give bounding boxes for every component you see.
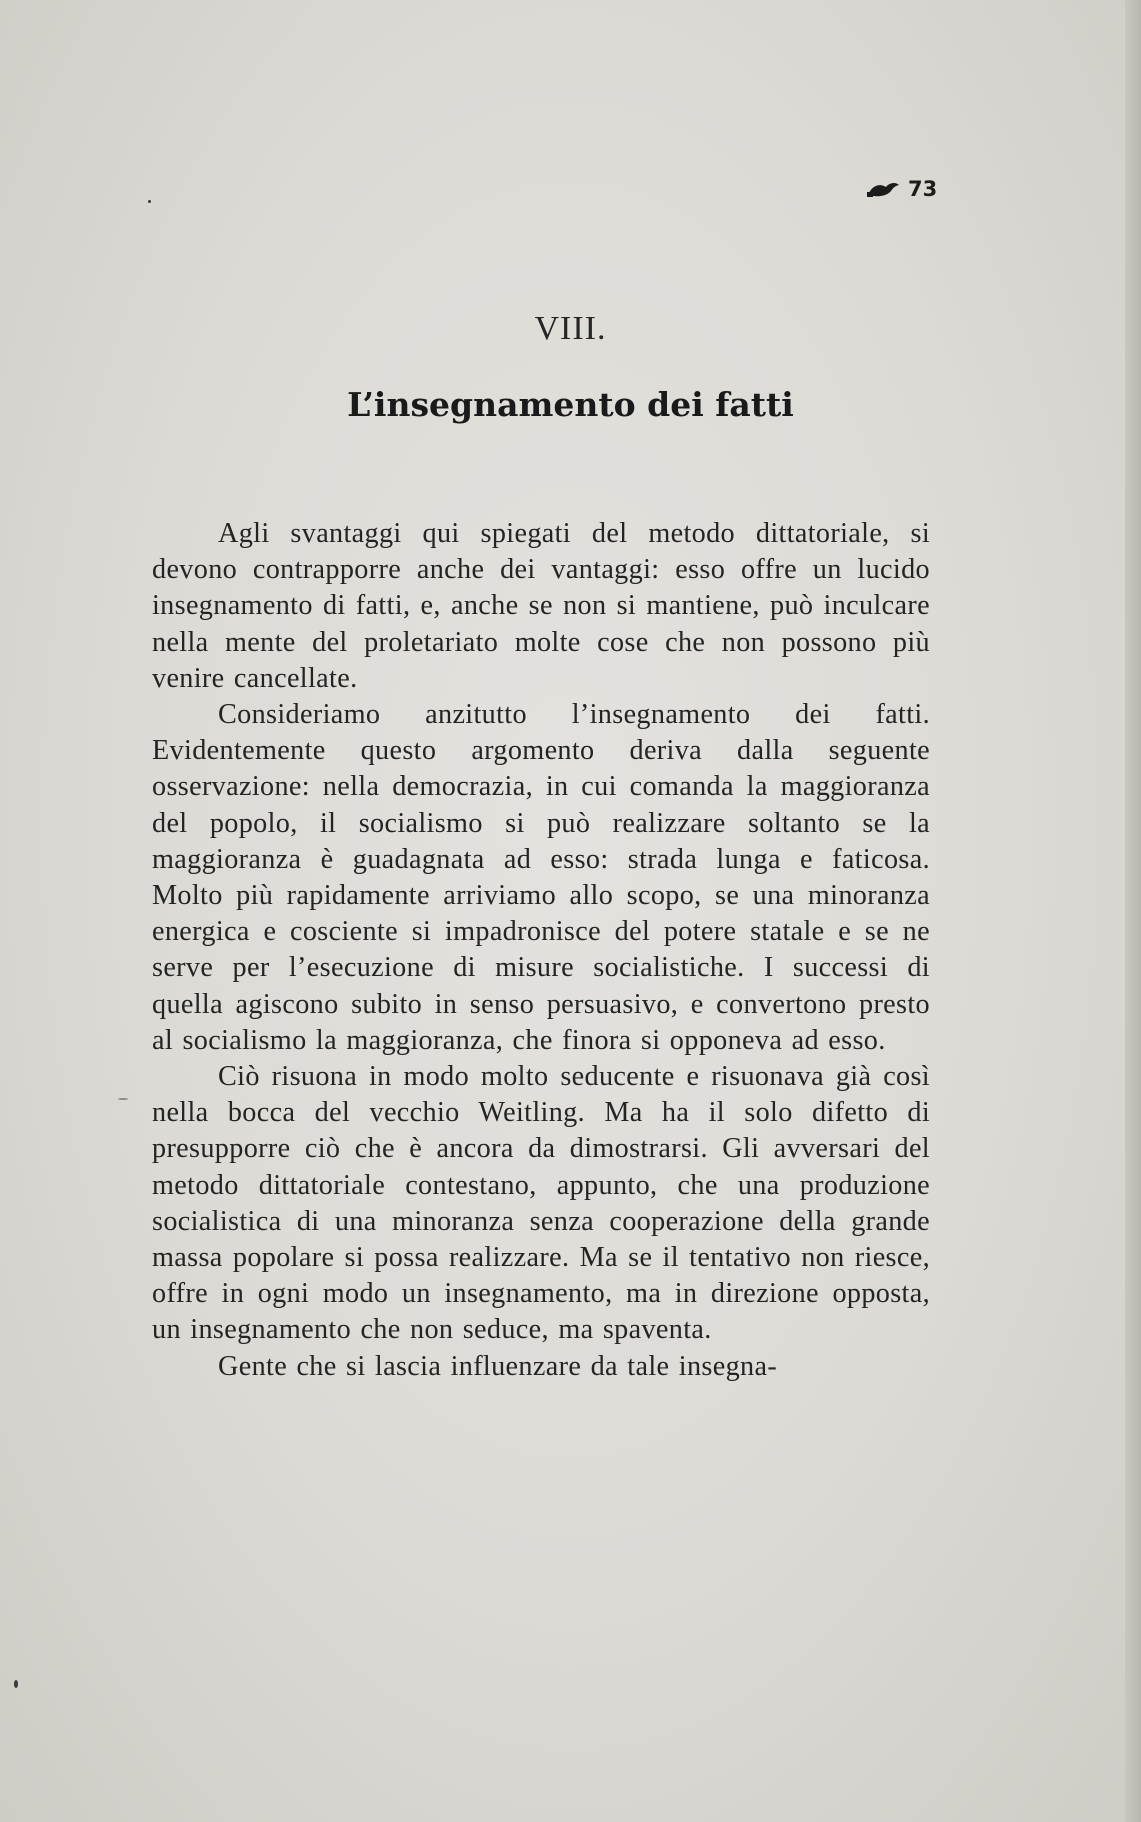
running-header (866, 174, 966, 204)
hand-pointer-icon (866, 179, 900, 199)
paragraph: Ciò risuona in modo molto seducente e risuonava già così nella bocca del vecchio Weitling. Ma ha il solo difetto di presupporre ciò che è ancora da dimostrarsi. Gli avversari del metodo dittatoriale contestano, appunto, che una produzione socialistica di una minoranza senza cooperazione della grande massa popolare si possa realizzare. Ma se il tentativo non riesce, offre in ogni modo un insegnamento, ma in direzione opposta, un insegnamento che non seduce, ma spaventa. (152, 1061, 930, 1346)
paper-speck (148, 200, 151, 203)
paper-speck (14, 1680, 18, 1688)
chapter-title: L’insegnamento dei fatti (347, 385, 794, 424)
chapter-number: VIII. (534, 310, 607, 347)
paper-speck (118, 1098, 128, 1100)
page-number: 73 (908, 177, 938, 201)
paragraph: Gente che si lascia influenzare da tale insegna- (218, 1350, 778, 1382)
paragraph: Consideriamo anzitutto l’insegnamento dei fatti. Evidentemente questo argomento deriva dalla seguente osservazione: nella democrazia, in cui comanda la maggioranza del popolo, il socialismo si può realizzare soltanto se la maggioranza è guadagnata ad esso: strada lunga e faticosa. Molto più rapidamente arriviamo allo scopo, se una minoranza energica e cosciente si impadronisce del potere statale e se ne serve per l’esecuzione di misure socialistiche. I successi di quella agiscono subito in senso persuasivo, e convertono presto al socialismo la maggioranza, che finora si opponeva ad esso. (152, 699, 930, 1056)
page-edge (1125, 0, 1141, 1822)
paragraph: Agli svantaggi qui spiegati del metodo dittatoriale, si devono contrapporre anche dei vantaggi: esso offre un lucido insegnamento di fatti, e, anche se non si mantiene, può inculcare nella mente del proletariato molte cose che non possono più venire cancellate. (152, 518, 930, 694)
body-text (152, 516, 930, 1385)
